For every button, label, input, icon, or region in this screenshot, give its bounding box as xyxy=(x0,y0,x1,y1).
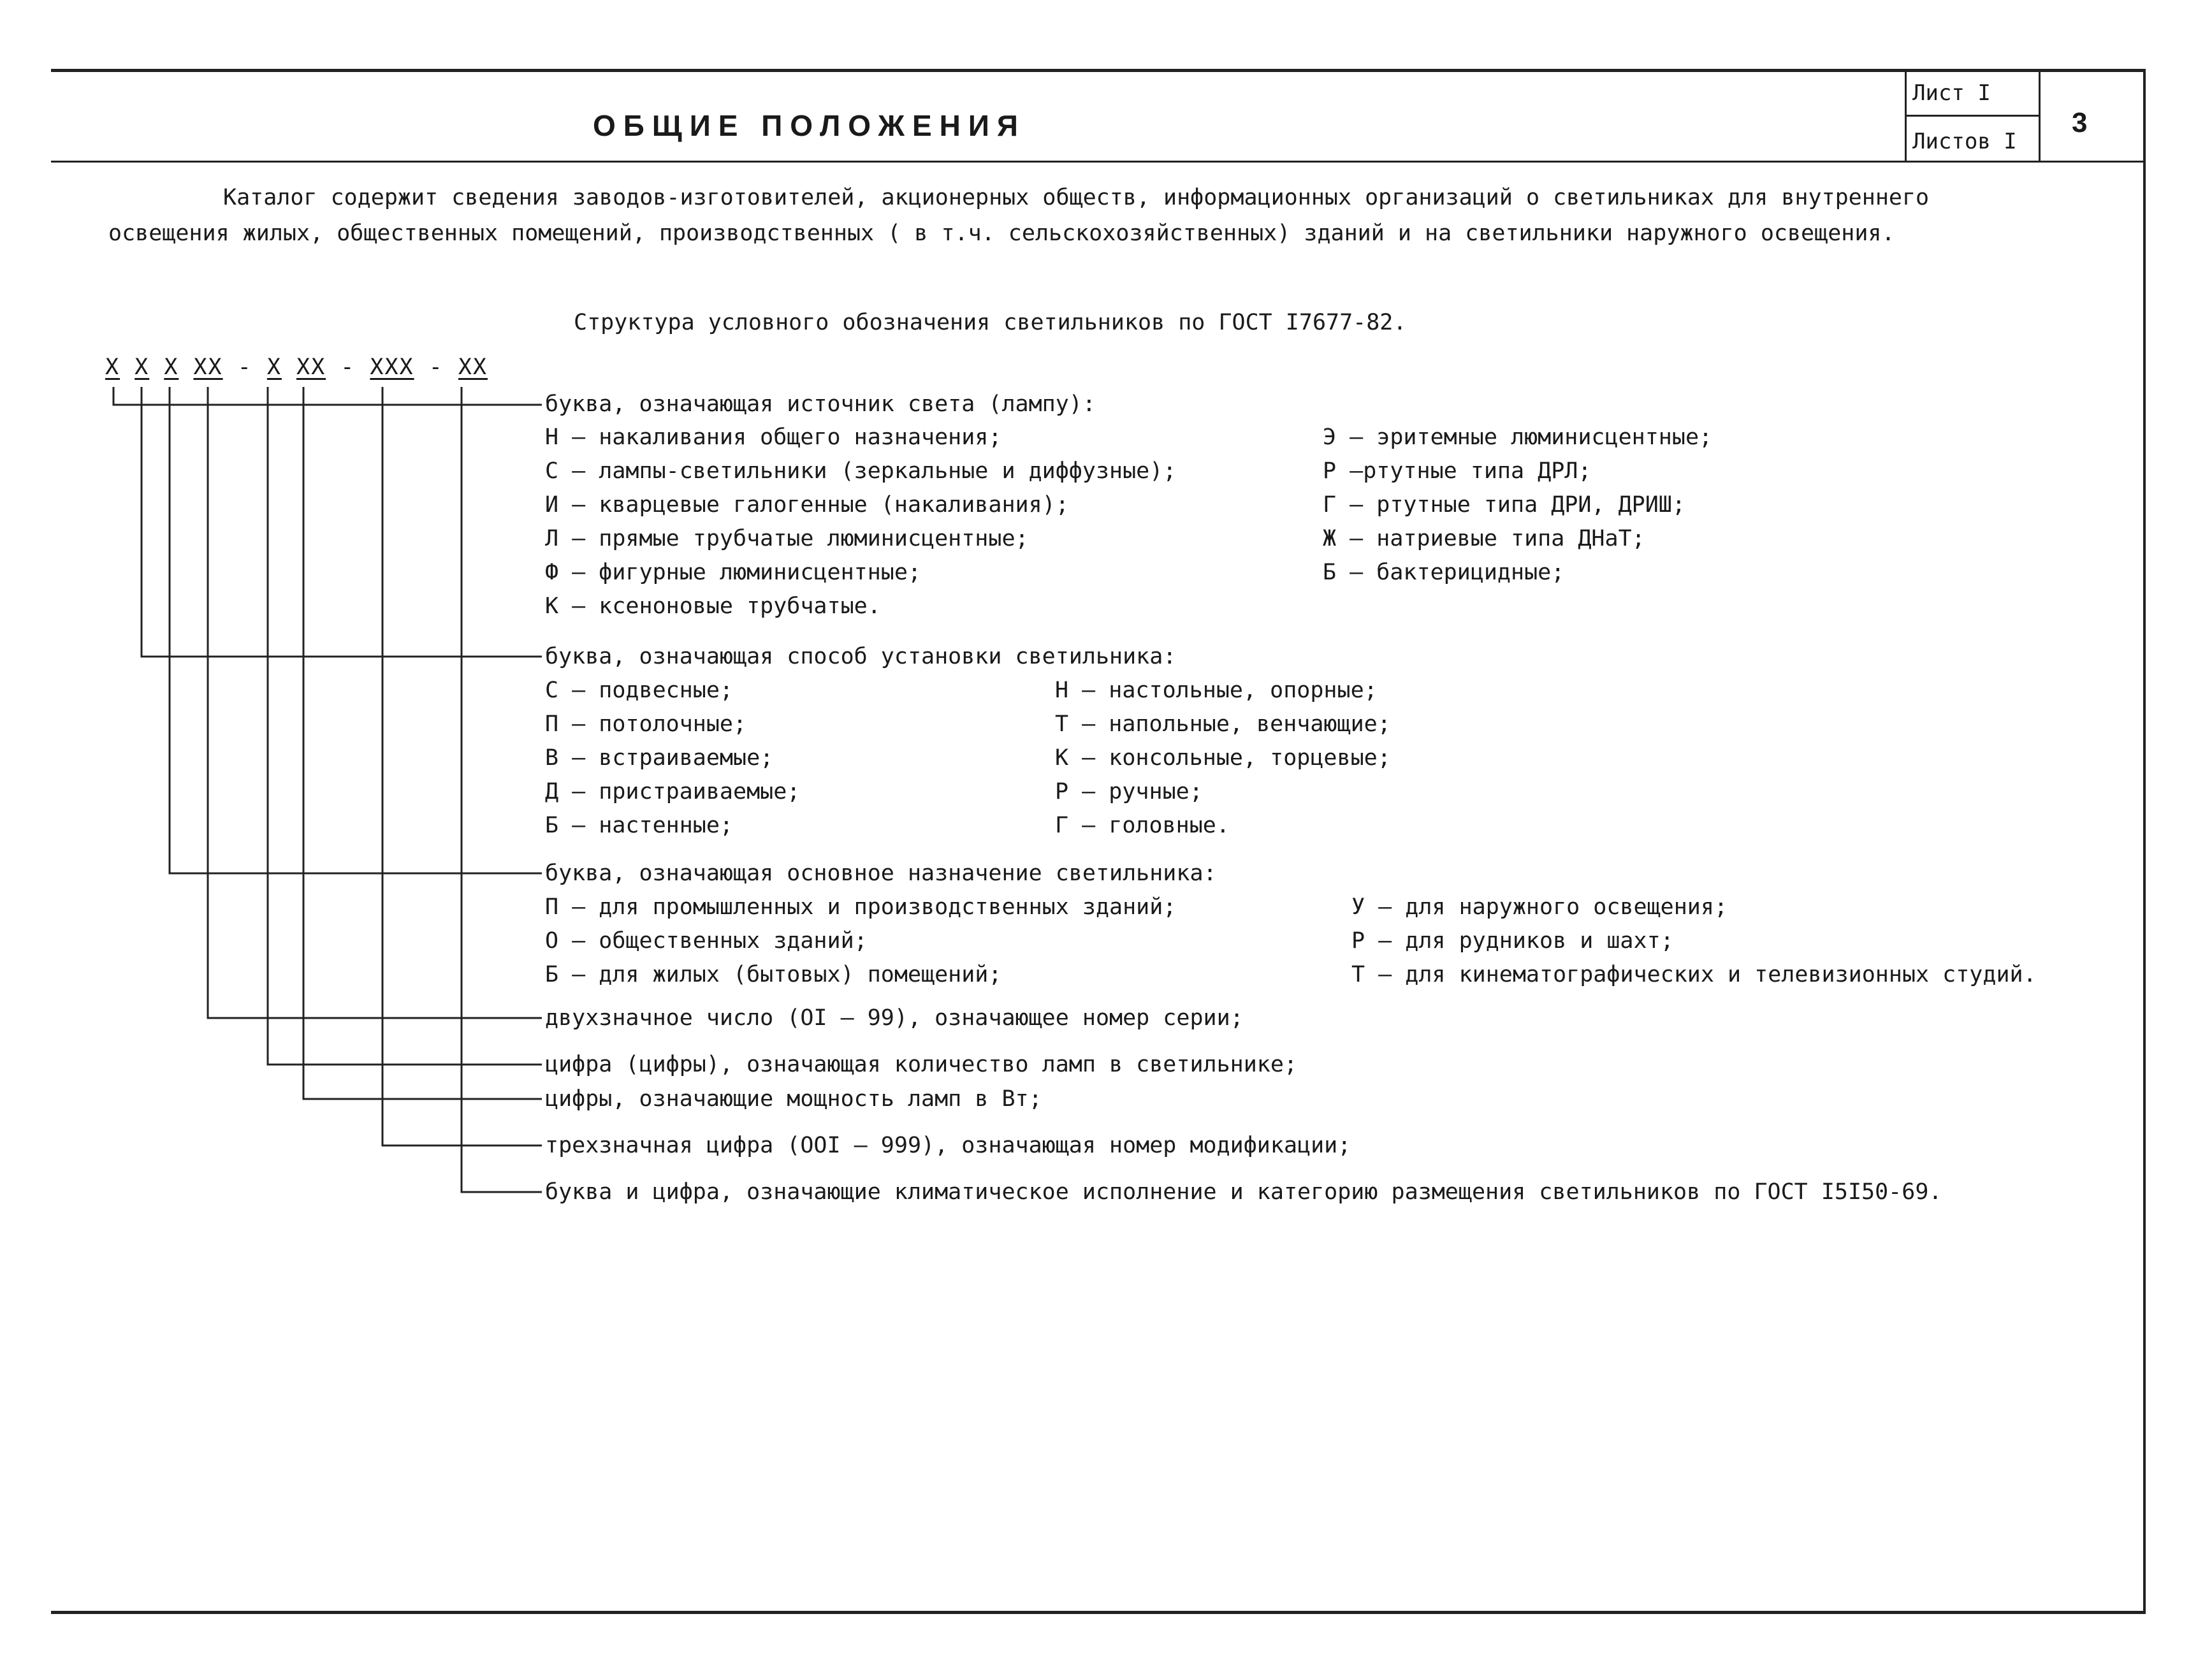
connector-climate xyxy=(462,387,542,1192)
code-part-purpose: Х xyxy=(164,354,179,380)
page-title: ОБЩИЕ ПОЛОЖЕНИЯ xyxy=(593,109,1026,142)
connector-mounting xyxy=(142,387,542,657)
lamp-power-description: цифры, означающие мощность ламп в Вт; xyxy=(545,1086,1042,1112)
list-item: Ф – фигурные люминисцентные; xyxy=(545,560,922,585)
code-part-lamp-count: Х xyxy=(266,354,282,380)
list-item: Р –ртутные типа ДРЛ; xyxy=(1323,458,1592,484)
list-item: П – для промышленных и производственных зданий; xyxy=(545,894,1177,920)
list-item: Т – для кинематографических и телевизионных студий. xyxy=(1351,962,2037,987)
list-item: С – лампы-светильники (зеркальные и диффузные); xyxy=(545,458,1177,484)
purpose-right-list xyxy=(1351,893,2037,989)
list-item: Б – настенные; xyxy=(545,813,734,838)
code-part-modification: ХХХ xyxy=(370,354,414,380)
mounting-left-list xyxy=(545,676,800,840)
connector-lamp-count xyxy=(268,387,542,1065)
structure-caption: Структура условного обозначения светильников по ГОСТ I7677-82. xyxy=(574,310,1407,335)
intro-line-1: Каталог содержит сведения заводов-изготовителей, акционерных обществ, информационных организаций о светильниках для внутреннего xyxy=(223,185,1930,210)
connector-source xyxy=(113,387,542,405)
code-part-lamp-power: ХХ xyxy=(296,354,326,380)
series-description: двухзначное число (ОI – 99), означающее номер серии; xyxy=(545,1005,1244,1031)
light-source-right-list xyxy=(1323,423,1712,586)
list-item: Б – бактерицидные; xyxy=(1323,560,1565,585)
list-item: Н – настольные, опорные; xyxy=(1055,678,1378,703)
connector-series xyxy=(208,387,542,1018)
code-part-mounting: Х xyxy=(135,354,150,380)
lamp-count-description: цифра (цифры), означающая количество ламп в светильнике; xyxy=(545,1052,1298,1077)
connector-lamp-power xyxy=(303,387,542,1099)
code-separator: - xyxy=(428,354,444,380)
connector-purpose xyxy=(170,387,542,873)
list-item: Г – головные. xyxy=(1055,813,1230,838)
code-separator: - xyxy=(237,354,252,380)
code-part-series: ХХ xyxy=(193,354,223,380)
list-item: Н – накаливания общего назначения; xyxy=(545,425,1002,450)
light-source-left-list xyxy=(545,423,1176,620)
list-item: П – потолочные; xyxy=(545,711,747,737)
list-item: Г – ртутные типа ДРИ, ДРИШ; xyxy=(1323,492,1685,518)
light-source-heading: буква, означающая источник света (лампу): xyxy=(545,391,1096,417)
list-item: С – подвесные; xyxy=(545,678,734,703)
sheet-label: Лист I xyxy=(1912,80,1991,106)
list-item: У – для наружного освещения; xyxy=(1351,894,1728,920)
list-item: Б – для жилых (бытовых) помещений; xyxy=(545,962,1002,987)
list-item: Р – ручные; xyxy=(1055,779,1203,804)
code-part-source: Х xyxy=(105,354,120,380)
list-item: К – консольные, торцевые; xyxy=(1055,745,1391,771)
list-item: Д – пристраиваемые; xyxy=(545,779,801,804)
list-item: О – общественных зданий; xyxy=(545,928,868,954)
mounting-heading: буква, означающая способ установки светильника: xyxy=(545,644,1177,669)
list-item: И – кварцевые галогенные (накаливания); xyxy=(545,492,1069,518)
sheets-count-label: Листов I xyxy=(1912,129,2017,154)
mounting-right-list xyxy=(1055,676,1391,840)
code-part-climate: ХХ xyxy=(458,354,488,380)
climate-description: буква и цифра, означающие климатическое исполнение и категорию размещения светильников по ГОСТ I5I50-69. xyxy=(545,1179,1942,1205)
list-item: В – встраиваемые; xyxy=(545,745,774,771)
list-item: Э – эритемные люминисцентные; xyxy=(1323,425,1713,450)
purpose-heading: буква, означающая основное назначение светильника: xyxy=(545,861,1217,886)
code-separator: - xyxy=(340,354,356,380)
page-number: 3 xyxy=(2072,107,2088,138)
list-item: К – ксеноновые трубчатые. xyxy=(545,593,881,619)
list-item: Ж – натриевые типа ДНаТ; xyxy=(1323,526,1645,551)
list-item: Л – прямые трубчатые люминисцентные; xyxy=(545,526,1029,551)
modification-description: трехзначная цифра (ООI – 999), означающая номер модификации; xyxy=(545,1133,1351,1158)
list-item: Т – напольные, венчающие; xyxy=(1055,711,1391,737)
list-item: Р – для рудников и шахт; xyxy=(1351,928,1674,954)
purpose-left-list xyxy=(545,893,1176,989)
intro-line-2: освещения жилых, общественных помещений, производственных ( в т.ч. сельскохозяйственных) зданий и на светильники наружного освещения. xyxy=(108,221,1895,246)
